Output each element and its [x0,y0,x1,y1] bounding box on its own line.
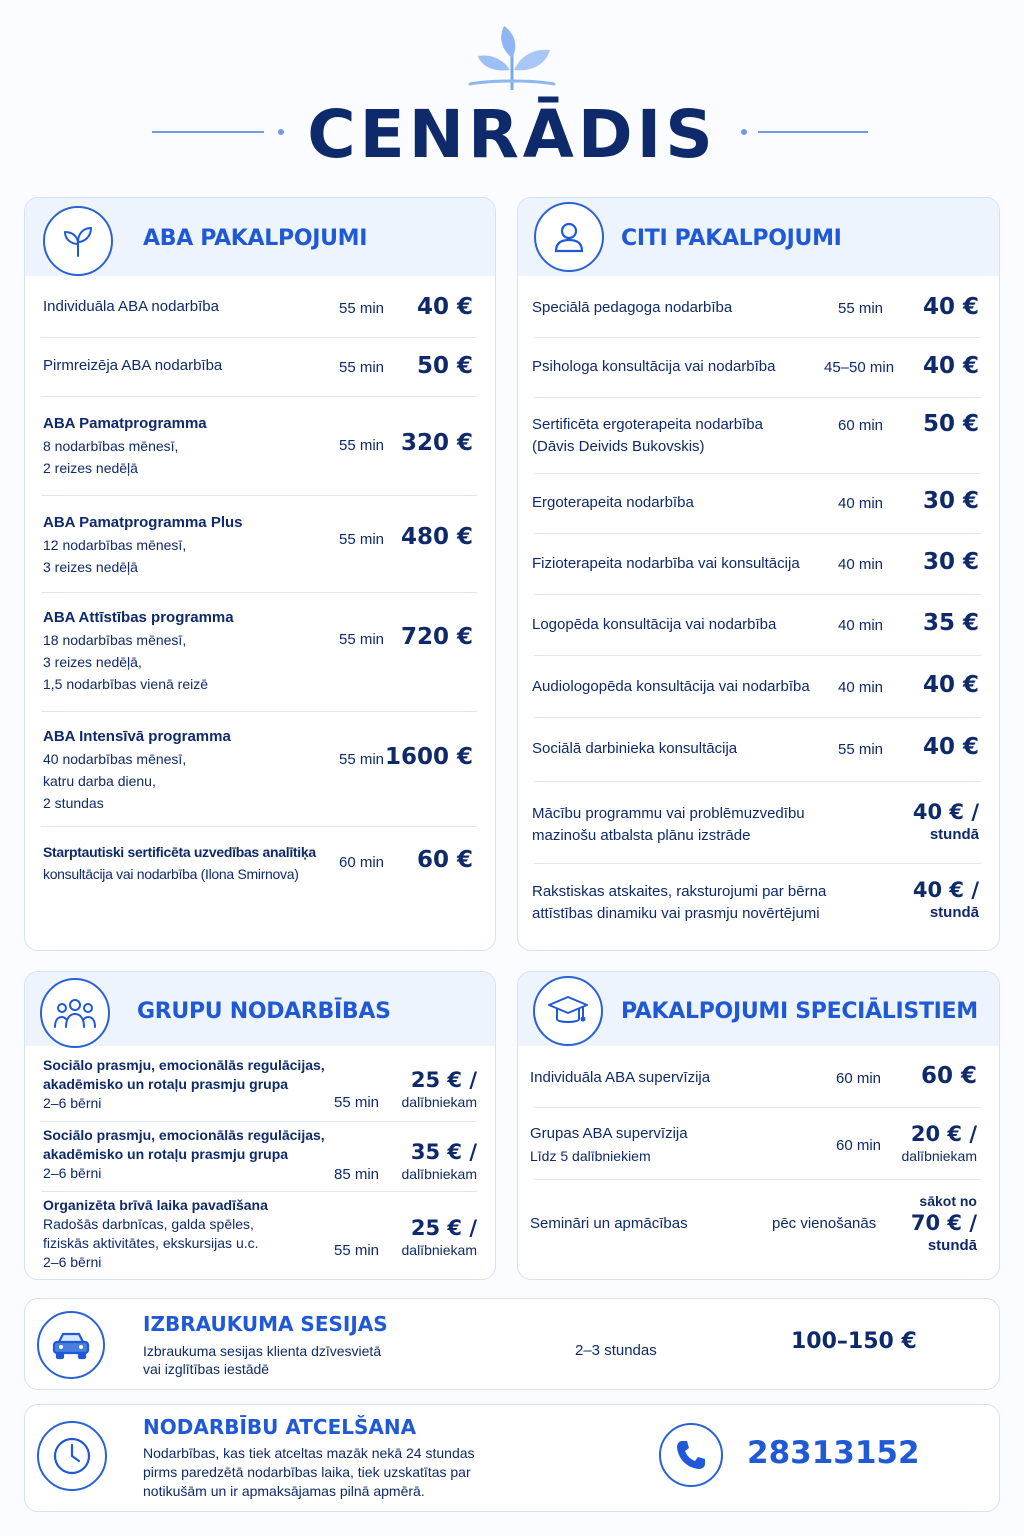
izbraukuma-text: Izbraukuma sesijas klienta dzīvesvietā [143,1343,382,1359]
izbraukuma-price: 100–150 € [791,1329,917,1354]
row-name: Fizioterapeita nodarbība vai konsultācija [532,555,800,572]
atcelsana-text: Nodarbības, kas tiek atceltas mazāk nekā 24 stundas [143,1445,475,1461]
row-price-unit: stundā [929,904,979,921]
row-price: 50 € [922,411,979,437]
table-row [41,496,477,593]
row-price [911,1193,977,1254]
row-duration: 55 min [339,531,385,548]
row-price [902,1122,978,1164]
page-header [0,0,1024,190]
table-row [41,593,477,712]
row-name: Audiologopēda konsultācija vai nodarbība [532,678,810,695]
clock-icon [37,1421,107,1491]
atcelsana-card [24,1404,1000,1512]
table-row [534,595,981,656]
row-duration: 60 min [339,854,385,871]
row-name: Rakstiskas atskaites, raksturojumi par bērna [532,883,827,900]
row-name: ABA Pamatprogramma [43,415,207,432]
row-price [913,878,979,921]
divider-right [758,131,868,133]
row-duration: 60 min [836,1070,882,1087]
row-price: 320 € [400,430,473,456]
table-row [41,1192,477,1280]
table-row [41,280,477,338]
table-row [41,1050,477,1122]
row-name: Speciālā pedagoga nodarbība [532,299,733,316]
row-name: Mācību programmu vai problēmuzvedību [532,805,805,822]
row-price: 35 € [922,610,979,636]
row-duration: 60 min [836,1137,882,1154]
row-duration: 55 min [838,300,884,317]
phone-number[interactable]: 28313152 [747,1435,920,1471]
row-detail: 2–6 bērni [43,1095,102,1111]
row-price: 40 € [922,734,979,760]
citi-card-title: CITI PAKALPOJUMI [621,226,842,251]
page-title: CENRĀDIS [307,96,717,173]
row-duration: 60 min [838,417,884,434]
row-name: Individuāla ABA supervīzija [530,1069,711,1086]
row-name: ABA Intensīvā programma [43,728,231,745]
citi-card [517,197,1000,951]
row-price: 40 € [922,294,979,320]
row-price: 60 € [416,847,473,873]
atcelsana-title: NODARBĪBU ATCELŠANA [143,1415,417,1439]
row-price-value: 70 € / [910,1211,977,1235]
row-price [402,1068,478,1110]
table-row [534,864,981,944]
row-name: ABA Attīstības programma [43,609,234,626]
row-duration: 40 min [838,679,884,696]
row-price-value: 35 € / [410,1140,477,1164]
phone-icon[interactable] [659,1423,723,1487]
row-name: Sociālo prasmju, emocionālās regulācijas, [43,1057,325,1073]
izbraukuma-title: IZBRAUKUMA SESIJAS [143,1312,388,1336]
row-name: Sociālā darbinieka konsultācija [532,740,738,757]
table-row [41,827,477,907]
person-icon [534,202,604,272]
row-price: 50 € [416,353,473,379]
row-name: Logopēda konsultācija vai nodarbība [532,616,777,633]
table-row [534,656,981,718]
row-detail: 2 reizes nedēļā [43,460,138,476]
row-name: Starptautiski sertificēta uzvedības analītiķa [43,844,316,860]
row-detail: 2–6 bērni [43,1254,102,1270]
row-detail: 2–6 bērni [43,1165,102,1181]
row-name: Sertificēta ergoterapeita nodarbība [532,416,763,433]
grupu-card-title: GRUPU NODARBĪBAS [137,999,391,1024]
row-detail: 2 stundas [43,795,104,811]
row-price-value: 40 € / [912,800,979,824]
row-name: Ergoterapeita nodarbība [532,494,694,511]
row-price: 40 € [922,353,979,379]
table-row [530,1180,981,1276]
aba-card [24,197,496,951]
row-name: Psihologa konsultācija vai nodarbība [532,358,776,375]
izbraukuma-duration: 2–3 stundas [575,1342,657,1359]
row-price-unit: dalībniekam [901,1148,977,1164]
divider-dot-right [741,129,747,135]
aba-card-title: ABA PAKALPOJUMI [143,226,368,251]
row-price-unit: stundā [927,1237,977,1254]
row-duration: 55 min [339,359,385,376]
table-row [530,1050,981,1108]
row-detail: 40 nodarbības mēnesī, [43,751,187,767]
row-price-unit: dalībniekam [401,1166,477,1182]
group-icon [40,978,110,1048]
specialistiem-card-title: PAKALPOJUMI SPECIĀLISTIEM [621,999,978,1024]
table-row [534,280,981,338]
row-price [402,1140,478,1182]
row-price-unit: stundā [929,826,979,843]
row-duration: 40 min [838,617,884,634]
row-name: Organizēta brīvā laika pavadīšana [43,1197,268,1213]
row-detail: Līdz 5 dalībniekiem [530,1148,651,1164]
car-icon [37,1311,105,1379]
izbraukuma-text: vai izglītības iestādē [143,1361,270,1377]
row-price-value: 40 € / [912,878,979,902]
table-row [41,1122,477,1192]
row-price: 30 € [922,488,979,514]
row-duration: 55 min [334,1242,380,1259]
row-price: 60 € [920,1063,977,1089]
row-name: akadēmisko un rotaļu prasmju grupa [43,1146,289,1162]
row-price-value: 25 € / [410,1216,477,1240]
row-price-unit: dalībniekam [401,1242,477,1258]
table-row [534,534,981,595]
row-duration: 55 min [339,300,385,317]
row-price: 30 € [922,549,979,575]
izbraukuma-card [24,1298,1000,1390]
row-detail: 1,5 nodarbības vienā reizē [43,676,208,692]
atcelsana-text: pirms paredzētā nodarbības laika, tiek uzskatītas par [143,1464,471,1480]
row-duration: 45–50 min [824,359,895,376]
grupu-card [24,971,496,1280]
graduation-cap-icon [533,976,603,1046]
row-name: Semināri un apmācības [530,1215,688,1232]
row-name: Individuāla ABA nodarbība [43,298,219,315]
row-price: 480 € [400,524,473,550]
row-duration: 55 min [334,1094,380,1111]
row-detail: (Dāvis Deivids Bukovskis) [532,438,705,455]
row-price-value: 25 € / [410,1068,477,1092]
table-row [41,712,477,827]
row-price [913,800,979,843]
row-detail: 8 nodarbības mēnesī, [43,438,179,454]
row-detail: katru darba dienu, [43,773,156,789]
table-row [534,782,981,864]
row-price: 1600 € [384,744,473,770]
row-duration: 40 min [838,495,884,512]
leaf-icon [43,206,113,276]
table-row [534,474,981,534]
row-detail: fiziskās aktivitātes, ekskursijas u.c. [43,1235,259,1251]
table-row [41,338,477,397]
row-detail: 3 reizes nedēļā, [43,654,142,670]
row-price: 720 € [400,624,473,650]
specialistiem-card [517,971,1000,1280]
table-row [530,1108,981,1180]
table-row [534,338,981,398]
row-duration: 85 min [334,1166,380,1183]
row-duration: 55 min [339,631,385,648]
row-detail: 18 nodarbības mēnesī, [43,632,187,648]
row-detail: attīstības dinamiku vai prasmju novērtējumi [532,905,820,922]
table-row [534,718,981,782]
row-detail: mazinošu atbalsta plānu izstrāde [532,827,751,844]
row-price: 40 € [922,672,979,698]
leaf-logo-icon [462,22,562,94]
row-name: Grupas ABA supervīzija [530,1125,688,1142]
row-detail: Radošās darbnīcas, galda spēles, [43,1216,254,1232]
row-price-prefix: sākot no [919,1193,977,1209]
row-price-unit: dalībniekam [401,1094,477,1110]
row-duration: 55 min [339,437,385,454]
table-row [41,397,477,496]
row-price [402,1216,478,1258]
row-detail: 3 reizes nedēļā [43,559,138,575]
row-detail: konsultācija vai nodarbība (Ilona Smirnova) [43,866,299,882]
row-detail: 12 nodarbības mēnesī, [43,537,187,553]
row-duration: 55 min [838,741,884,758]
row-name: ABA Pamatprogramma Plus [43,514,243,531]
row-price: 40 € [416,294,473,320]
atcelsana-text: notikušām un ir apmaksājamas pilnā apmērā. [143,1483,425,1499]
row-name: akadēmisko un rotaļu prasmju grupa [43,1076,289,1092]
row-duration: pēc vienošanās [772,1215,877,1232]
table-row [534,398,981,474]
row-name: Pirmreizēja ABA nodarbība [43,357,223,374]
row-duration: 40 min [838,556,884,573]
row-name: Sociālo prasmju, emocionālās regulācijas, [43,1127,325,1143]
row-duration: 55 min [339,751,385,768]
row-price-value: 20 € / [910,1122,977,1146]
